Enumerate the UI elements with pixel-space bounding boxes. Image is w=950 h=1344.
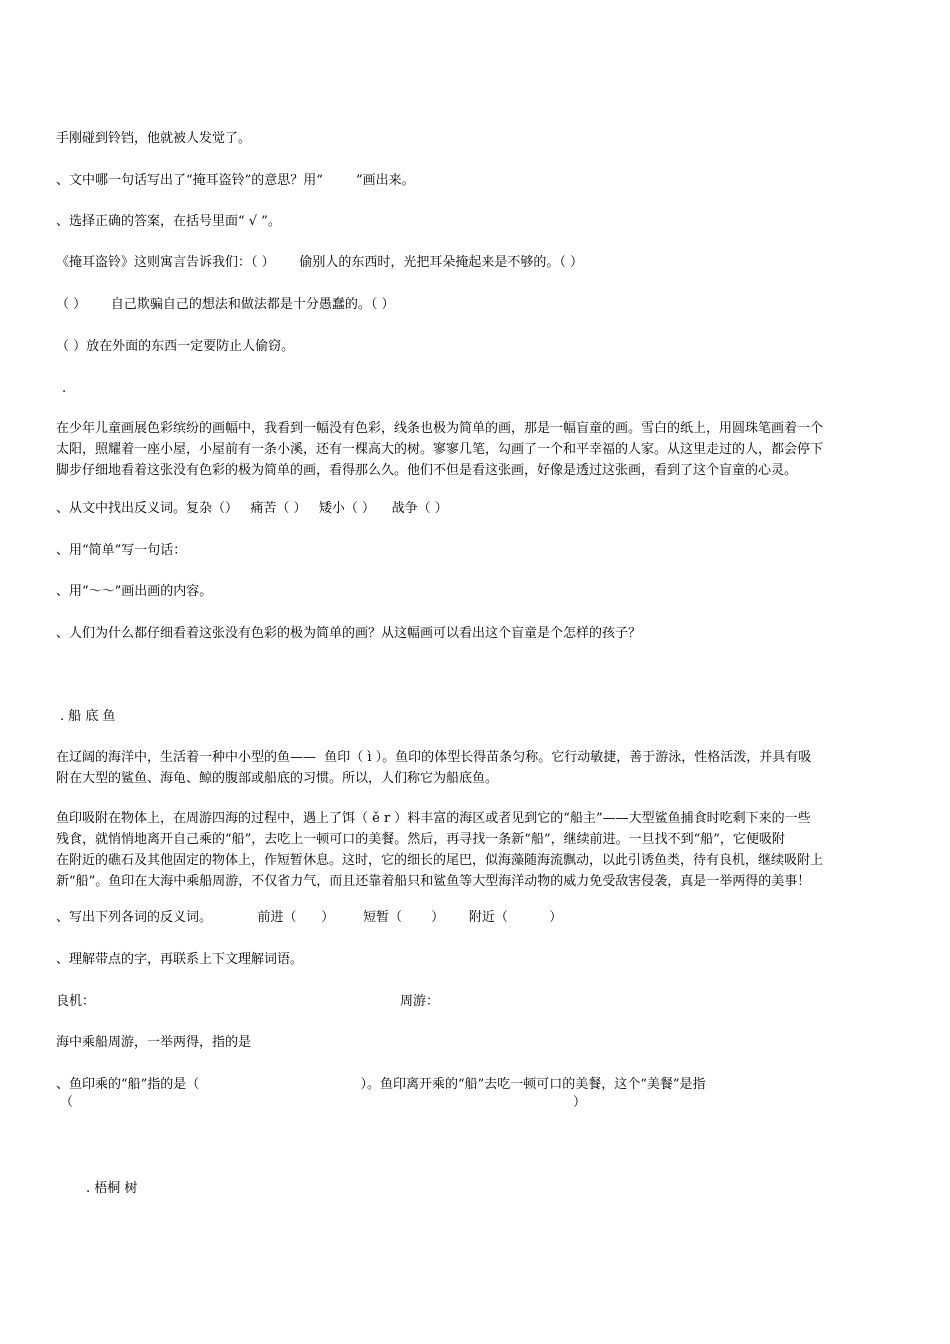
question-line: 海中乘船周游，一举两得，指的是 (56, 1035, 252, 1050)
answer-blank: （ ） (60, 1095, 587, 1110)
question-line: 、人们为什么都仔细看着这张没有色彩的极为简单的画？从这幅画可以看出这个盲童是个怎样的孩子？ (56, 626, 642, 641)
answer-label: 周游： (400, 994, 440, 1009)
section-title: . 船 底 鱼 (60, 709, 116, 724)
paragraph-blind-child (56, 418, 896, 481)
question-line: 、从文中找出反义词。复杂（） 痛苦（ ） 矮小（ ） 战争（ ） (56, 501, 448, 516)
question-line: 、鱼印乘的“船”指的是（ ）。鱼印离开乘的“船”去吃一顿可口的美餐，这个“美餐”是指 (56, 1077, 706, 1092)
paragraph-fish-2 (56, 808, 896, 892)
question-line: 、用“简单”写一句话： (56, 543, 187, 558)
question-line: 、文中哪一句话写出了“掩耳盗铃”的意思？用“ ”画出来。 (56, 173, 415, 188)
paragraph-line: 在附近的礁石及其他固定的物体上，作短暂休息。这时，它的细长的尾巴，似海藻随海流飘动，以此引诱鱼类，待有良机，继续吸附上 (56, 853, 824, 868)
question-line: 、选择正确的答案，在括号里面“ √ ”。 (56, 214, 281, 229)
line-01: 手刚碰到铃铛，他就被人发觉了。 (56, 131, 252, 146)
paragraph-fish-1 (56, 747, 896, 789)
section-marker: . (62, 381, 67, 396)
question-line: 、理解带点的字，再联系上下文理解词语。 (56, 952, 304, 967)
paragraph-line: 鱼印吸附在物体上，在周游四海的过程中，遇上了饵（ ě r ）料丰富的海区或者见到它的“船主”——大型鲨鱼捕食时吃剩下来的一些 (56, 811, 811, 826)
paragraph-line: 在少年儿童画展色彩缤纷的画幅中，我看到一幅没有色彩，线条也极为简单的画，那是一幅盲童的画。雪白的纸上，用圆珠笔画着一个 (56, 421, 824, 436)
question-line: 、用“～～”画出画的内容。 (56, 584, 213, 599)
answer-label: 良机： (56, 994, 96, 1009)
question-line: 、写出下列各词的反义词。 前进（ ） 短暂（ ） 附近（ ） (56, 910, 563, 925)
paragraph-line: 新“船”。鱼印在大海中乘船周游，不仅省力气，而且还靠着船只和鲨鱼等大型海洋动物的威力免受敌害侵袭，真是一举两得的美事！ (56, 874, 811, 889)
section-title: . 梧桐 树 (86, 1181, 138, 1196)
option-line: （ ）放在外面的东西一定要防止人偷窃。 (56, 339, 295, 354)
paragraph-line: 附在大型的鲨鱼、海龟、鲸的腹部或船底的习惯。所以，人们称它为船底鱼。 (56, 771, 499, 786)
paragraph-line: 太阳，照耀着一座小屋，小屋前有一条小溪，还有一棵高大的树。寥寥几笔，勾画了一个和平幸福的人家。从这里走过的人，都会停下 (56, 442, 824, 457)
paragraph-line: 在辽阔的海洋中，生活着一种中小型的鱼—— 鱼印（ ì ）。鱼印的体型长得苗条匀称。它行动敏捷，善于游泳，性格活泼，并具有吸 (56, 750, 812, 765)
option-line: （ ） 自己欺骗自己的想法和做法都是十分愚蠢的。（ ） (56, 297, 395, 312)
paragraph-line: 脚步仔细地看着这张没有色彩的极为简单的画，看得那么久。他们不但是看这张画，好像是透过这张画，看到了这个盲童的心灵。 (56, 463, 798, 478)
option-line: 《掩耳盗铃》这则寓言告诉我们：（ ） 偷别人的东西时，光把耳朵掩起来是不够的。（ ） (56, 255, 584, 270)
paragraph-line: 残食，就悄悄地离开自己乘的“船”，去吃上一顿可口的美餐。然后，再寻找一条新“船”，继续前进。一旦找不到“船”，它便吸附 (56, 832, 785, 847)
